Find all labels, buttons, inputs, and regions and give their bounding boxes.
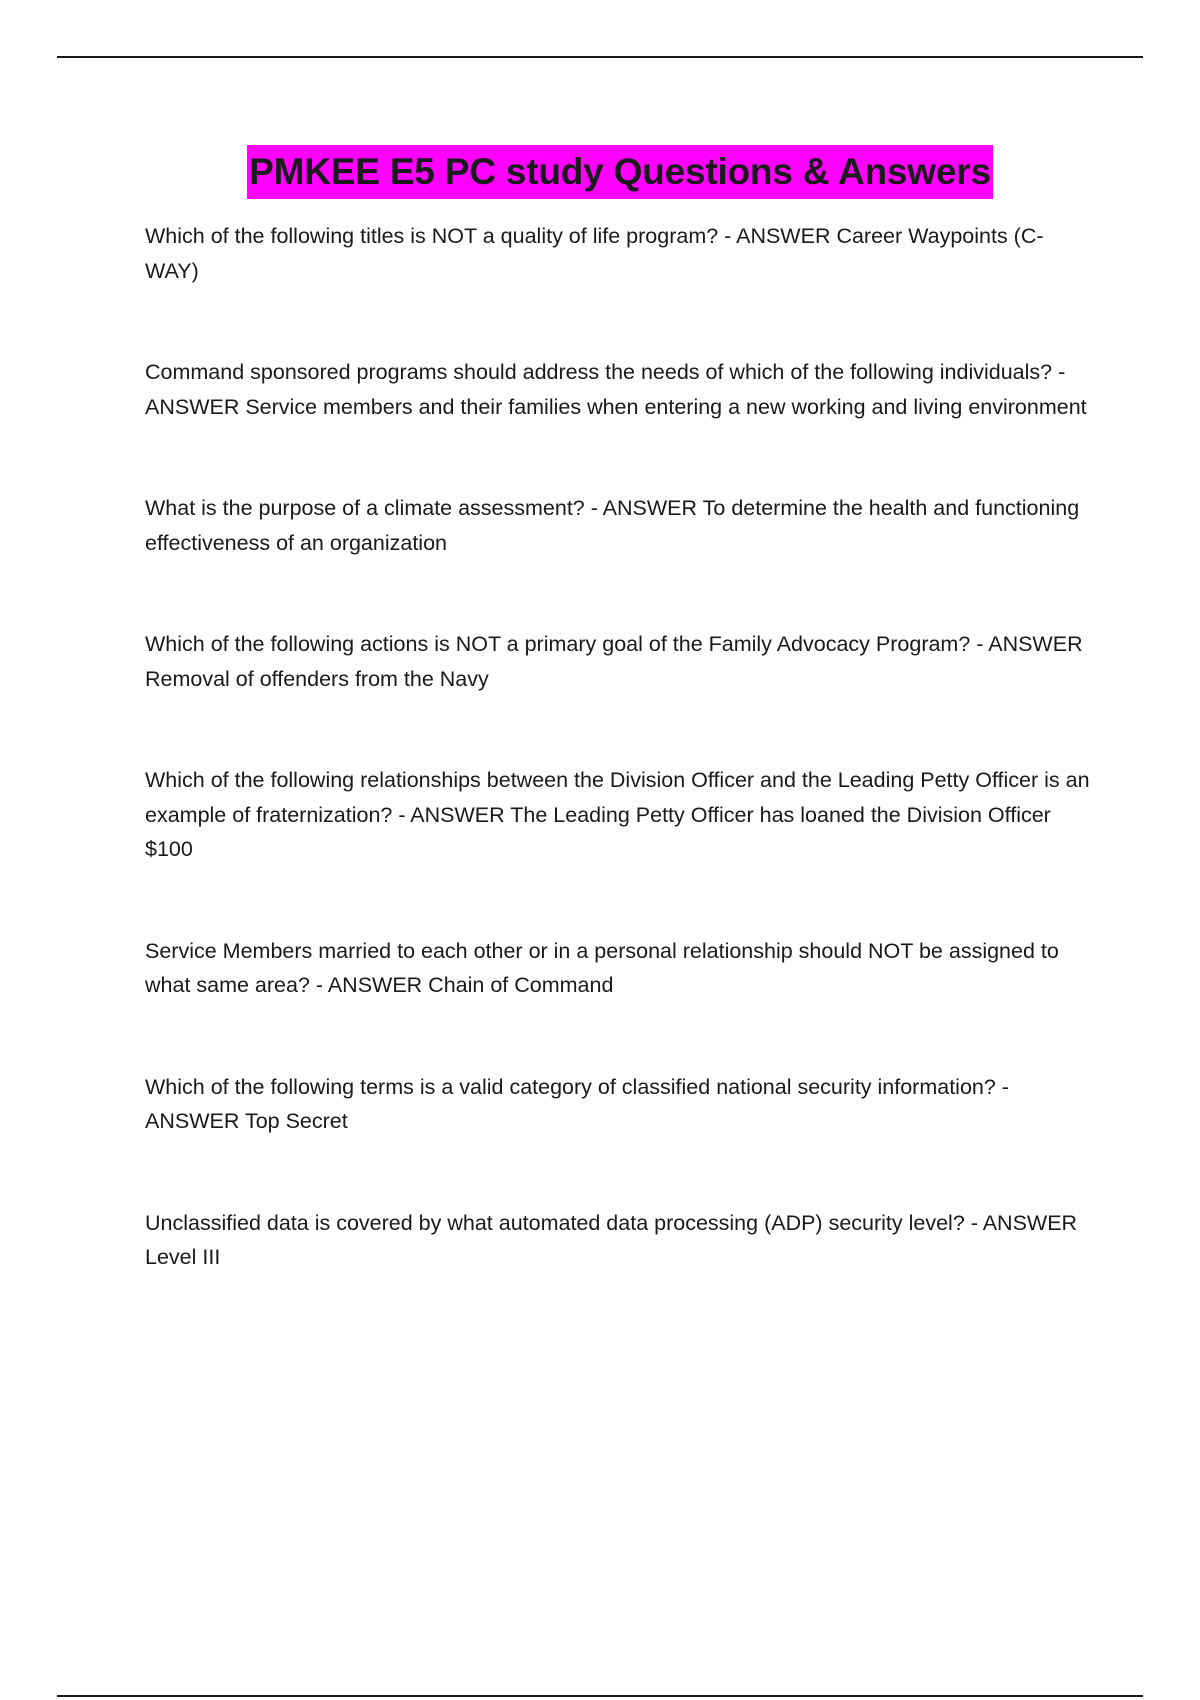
title-block xyxy=(145,145,1095,199)
document-page xyxy=(145,145,1095,1342)
qa-item: Command sponsored programs should address the needs of which of the following individuals? - ANSWER Service members and their families when entering a new working and living environment xyxy=(145,360,1087,419)
qa-item: Which of the following titles is NOT a quality of life program? - ANSWER Career Waypoints (C-WAY) xyxy=(145,224,1044,283)
footer-rule xyxy=(57,1695,1143,1697)
document-title: PMKEE E5 PC study Questions & Answers xyxy=(247,145,993,199)
qa-item: Which of the following relationships between the Division Officer and the Leading Petty Officer is an example of fraternization? - ANSWER The Leading Petty Officer has loaned the Division Officer $100 xyxy=(145,768,1090,861)
qa-item: Unclassified data is covered by what automated data processing (ADP) security level? - ANSWER Level III xyxy=(145,1210,1078,1269)
qa-item: Service Members married to each other or in a personal relationship should NOT be assigned to what same area? - ANSWER Chain of Command xyxy=(145,938,1059,997)
qa-item: What is the purpose of a climate assessment? - ANSWER To determine the health and functioning effectiveness of an organization xyxy=(145,496,1080,555)
qa-item: Which of the following terms is a valid category of classified national security information? - ANSWER Top Secret xyxy=(145,1074,1009,1133)
qa-list xyxy=(145,219,1095,1275)
header-rule xyxy=(57,56,1143,58)
qa-item: Which of the following actions is NOT a primary goal of the Family Advocacy Program? - ANSWER Removal of offenders from the Navy xyxy=(145,632,1083,691)
